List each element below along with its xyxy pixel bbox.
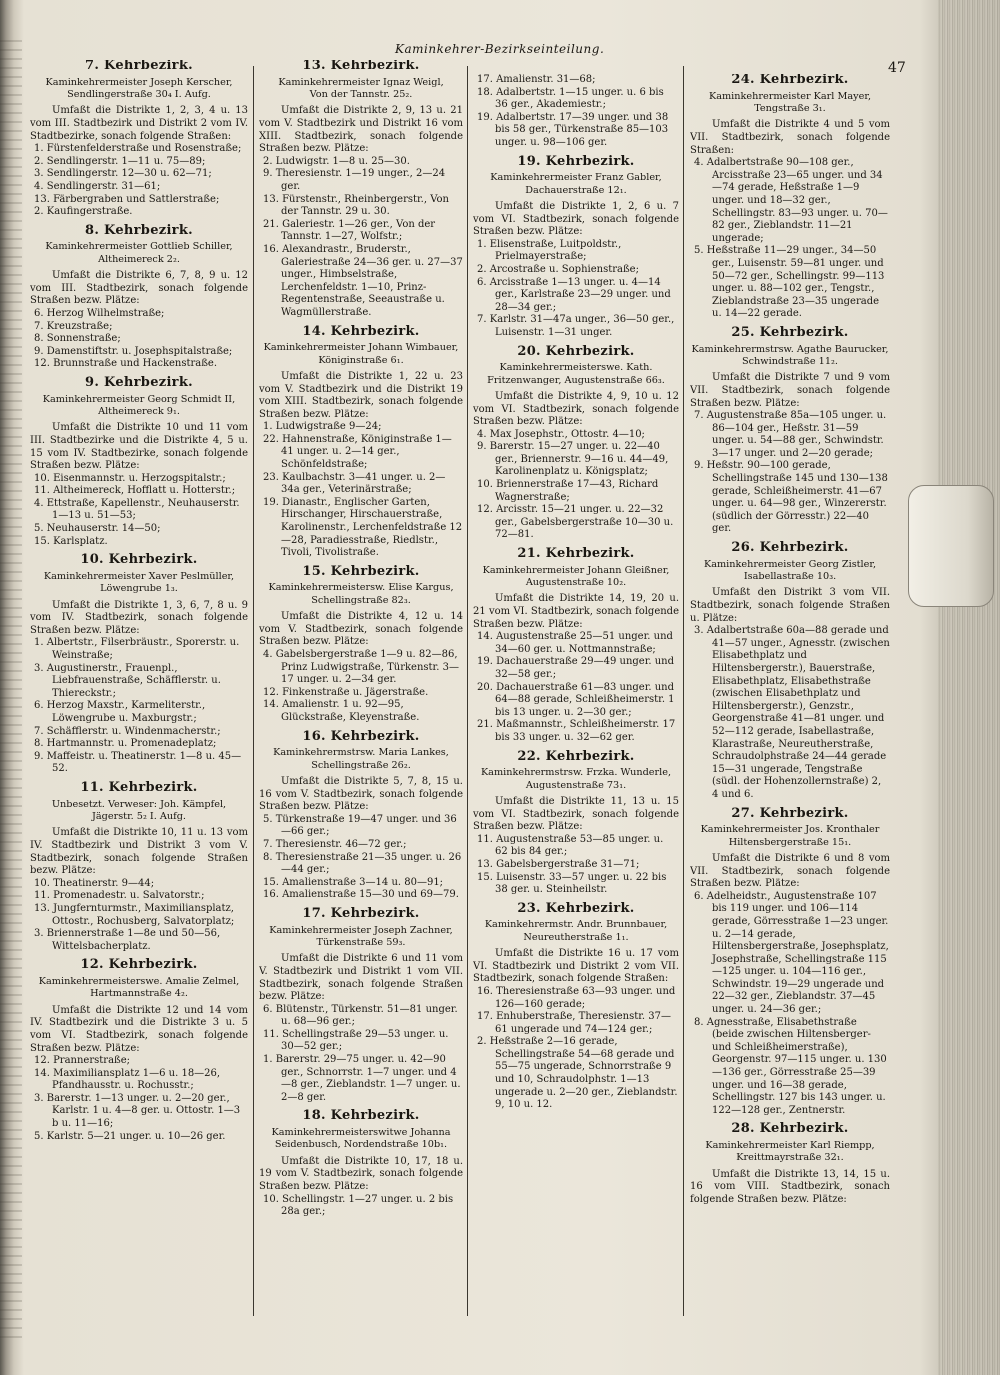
street-entry: 17. Amalienstr. 31—68; [477,74,596,85]
street-entry: 4. Sendlingerstr. 31—61; [34,180,161,192]
district-intro: Umfaßt die Distrikte 1, 22 u. 23 vom V. Stadtbezirk und die Distrikt 19 vom XIII. Stadtbezirk, sonach folgende Straßen bezw. Plätze: [259,370,463,420]
district-block [259,905,463,1105]
street-entry: 16. Amalienstraße 15—30 und 69—79. [263,889,459,901]
street-entry: 7. Kreuzstraße; [34,320,113,332]
master-address: Schellingstraße 82₃. [311,594,411,606]
master-address: Hiltensbergerstraße 15₁. [728,836,852,848]
district-heading: 14. Kehrbezirk. [302,323,420,339]
page-number: 47 [888,60,906,76]
street-entry: 13. Färbergraben und Sattlerstraße; [34,193,220,205]
master-address: Seidenbusch, Nordendstraße 10b₁. [274,1139,448,1151]
street-entry: 8. Agnesstraße, Elisabethstraße (beide zwischen Hiltensberger- und Schleißheimerstraße), Georgenstr. 97—115 unger. u. 130—136 ger., Görresstraße 25—39 unger. und 16—38 gerade, Schellingstr. 127 bis 143 unger. u. 122—128 ger., Zentnerstr. [694,1016,887,1116]
street-entry: 3. Barerstr. 1—13 unger. u. 2—20 ger., Karlstr. 1 u. 4—8 ger. u. Ottostr. 1—3 b u. 11—16; [34,1092,241,1130]
district-intro: Umfaßt die Distrikte 4 und 5 vom VII. Stadtbezirk, sonach folgende Straßen: [690,119,890,156]
master-line: Kaminkehrermeister Jos. Kronthaler [700,824,880,836]
street-entry: 13. Gabelsbergerstraße 31—71; [477,858,640,870]
street-entry: 3. Adalbertstraße 60a—88 gerade und 41—57 unger., Agnesstr. (zwischen Elisabethplatz und Hiltensbergerstr.), Bauerstraße, Elisabethplatz, Elisabethstraße (zwischen Elisabethplatz und Hiltensbergerstr.), Genzstr., Georgenstraße 41—81 unger. und 52—112 gerade, Isabellastraße, Klarastraße, Neureutherstraße, Schraudolphstraße 24—44 gerade 15—31 ungerade, Tengstraße (südl. der Hohenzollernstraße) 2, 4 und 6. [694,625,890,800]
master-address: Altheimereck 9₁. [98,405,180,417]
district-block [30,60,248,219]
district-master [30,241,248,266]
street-entry: 5. Türkenstraße 19—47 unger. und 36—66 ger.; [263,813,457,838]
street-entry: 22. Hahnenstraße, Königinstraße 1—41 unger. u. 2—14 ger., Schönfeldstraße; [263,433,452,471]
column-1 [30,60,248,1315]
district-intro: Umfaßt die Distrikte 4, 9, 10 u. 12 vom VI. Stadtbezirk, sonach folgende Straßen bezw. Plätze: [473,390,679,428]
master-address: Schellingstraße 26₂. [311,759,411,771]
master-line: Kaminkehrermeistersw. Elise Kargus, [268,582,454,594]
district-heading: 15. Kehrbezirk. [302,563,420,579]
street-entry: 12. Brunnstraße und Hackenstraße. [34,358,218,370]
master-line: Kaminkehrermeister Joseph Kerscher, [45,76,233,88]
district-block [690,1123,890,1206]
district-intro: Umfaßt die Distrikte 10 und 11 vom III. Stadtbezirke und die Distrikte 4, 5 u. 15 vom IV. Stadtbezirke, sonach folgende Straßen bezw. Plätze: [30,422,248,472]
master-line: Kaminkehrermeister Georg Zistler, [703,558,877,570]
district-block [690,805,890,1118]
street-entry: 1. Albertstr., Filserbräustr., Sporerstr. u. Weinstraße; [34,637,240,662]
district-master [690,559,890,584]
district-master [30,77,248,102]
district-block [473,548,679,745]
street-entry: 12. Arcisstr. 15—21 unger. u. 22—32 ger., Gabelsbergerstraße 10—30 u. 72—81. [477,504,674,541]
street-entry: 8. Theresienstraße 21—35 unger. u. 26—44 ger.; [263,851,462,876]
master-address: Hartmannstraße 4₂. [90,988,188,1000]
street-entry: 4. Adalbertstraße 90—108 ger., Arcisstraße 23—65 unger. und 34—74 gerade, Heßstraße 1—9 unger. und 18—32 ger., Schellingstr. 83—93 unger. u. 70—82 ger., Zieblandstr. 11—21 ungerade; [694,157,888,244]
street-entry: 11. Schellingstraße 29—53 unger. u. 30—52 ger.; [263,1028,449,1053]
district-master [30,394,248,419]
street-entry: 1. Barerstr. 29—75 unger. u. 42—90 ger., Schnorrstr. 1—7 unger. und 4—8 ger., Zieblandstr. 1—7 unger. u. 2—8 ger. [263,1054,461,1103]
column-rule [683,66,684,1316]
district-block [259,60,463,320]
district-intro: Umfaßt die Distrikte 11, 13 u. 15 vom VI. Stadtbezirk, sonach folgende Straßen bezw. Plätze: [473,795,679,833]
street-entry: 10. Theatinerstr. 9—44; [34,877,155,889]
district-master [473,767,679,792]
district-heading: 10. Kehrbezirk. [80,552,198,568]
master-line: Kaminkehrermeister Johann Wimbauer, [263,342,459,354]
district-intro: Umfaßt die Distrikte 2, 9, 13 u. 21 vom V. Stadtbezirk und Distrikt 16 vom XIII. Stadtbezirk, sonach folgende Straßen bezw. Plätze: [259,105,463,155]
master-line: Kaminkehrermeister Joseph Zachner, [269,924,453,936]
master-address: Schwindstraße 11₂. [742,355,838,367]
district-block [690,542,890,802]
page-stack-edge [938,0,1000,1375]
master-line: Kaminkehrermeister Karl Riempp, [705,1140,875,1151]
master-line: Unbesetzt. Verweser: Joh. Kämpfel, [51,798,227,810]
district-intro: Umfaßt die Distrikte 6 und 11 vom V. Stadtbezirk und Distrikt 1 vom VII. Stadtbezirk, sonach folgende Straßen bezw. Plätze: [259,953,463,1003]
street-entry: 4. Ettstraße, Kapellenstr., Neuhauserstr. 1—13 u. 51—53; [34,497,240,522]
district-heading: 21. Kehrbezirk. [517,546,635,562]
district-heading: 20. Kehrbezirk. [517,343,635,359]
district-master [259,925,463,950]
district-block [473,153,679,340]
street-entry: 21. Galeriestr. 1—26 ger., Von der Tannstr. 1—27, Wolfstr.; [263,218,436,243]
district-master [473,565,679,590]
street-entry: 2. Ludwigstr. 1—8 u. 25—30. [263,155,410,167]
district-master [259,747,463,772]
master-line: Kaminkehrermstrsw. Frzka. Wunderle, [480,767,672,779]
district-intro: Umfaßt die Distrikte 10, 11 u. 13 vom IV. Stadtbezirk und Distrikt 3 vom V. Stadtbezirk, sonach folgende Straßen bezw. Plätze: [30,827,248,877]
master-address: Sendlingerstraße 30₄ I. Aufg. [67,89,211,100]
master-address: Dachauerstraße 12₁. [525,184,627,196]
district-heading: 22. Kehrbezirk. [517,748,635,764]
district-intro: Umfaßt die Distrikte 4, 12 u. 14 vom V. Stadtbezirk, sonach folgende Straßen bezw. Plätze: [259,611,463,648]
street-entry: 7. Augustenstraße 85a—105 unger. u. 86—104 ger., Heßstr. 31—59 unger. u. 54—88 ger., Schwindstr. 3—17 unger. und 2—20 gerade; [694,410,887,459]
district-heading: 19. Kehrbezirk. [517,153,635,169]
district-master [473,919,679,944]
street-entry: 11. Promenadestr. u. Salvatorstr.; [34,890,205,902]
street-entry: 3. Briennerstraße 1—8e und 50—56, Wittelsbacherplatz. [34,928,221,952]
district-heading: 23. Kehrbezirk. [517,900,635,916]
master-line: Kaminkehrermeisterswe. Kath. Fritzenwanger, Augustenstraße 66₃. [487,362,665,386]
street-entry: 7. Theresienstr. 46—72 ger.; [263,838,407,850]
district-master [259,582,463,607]
district-block [30,222,248,371]
district-intro: Umfaßt die Distrikte 5, 7, 8, 15 u. 16 vom V. Stadtbezirk, sonach folgende Straßen bezw. Plätze: [259,775,463,813]
street-entry: 2. Heßstraße 2—16 gerade, Schellingstraße 54—68 gerade und 55—75 ungerade, Schnorrstraße 9 und 10, Schraudolphstr. 1—13 ungerade u. 2—20 ger., Zieblandstr. 9, 10 u. 12. [477,1036,678,1111]
street-entry: 12. Finkenstraße u. Jägerstraße. [263,686,429,698]
master-line: Kaminkehrermeister Gottlieb Schiller, [45,241,233,253]
street-entry: 9. Barerstr. 15—27 unger. u. 22—40 ger., Briennerstr. 9—16 u. 44—49, Karolinenplatz u. Königsplatz; [477,441,669,478]
street-entry: 6. Adelheidstr., Augustenstraße 107 bis 119 unger. und 106—114 gerade, Görresstraße 1—23 unger. u. 2—14 gerade, Hiltensbergerstraße, Josephsplatz, Josephstraße, Schellingstraße 115—125 unger. u. 104—116 ger., Schwindstr. 19—29 ungerade und 22—32 ger., Zieblandstr. 37—45 unger. u. 24—36 ger.; [694,890,889,1016]
street-entry: 1. Fürstenfelderstraße und Rosenstraße; [34,143,242,155]
header-title: Kaminkehrer-Bezirkseinteilung. [395,42,605,56]
district-intro: Umfaßt die Distrikte 1, 2, 3, 4 u. 13 vom III. Stadtbezirk und Distrikt 2 vom IV. Stadtbezirke, sonach folgende Straßen: [30,105,248,142]
street-entry: 16. Theresienstraße 63—93 unger. und 126—160 gerade; [477,985,676,1010]
master-address: Isabellastraße 10₃. [743,571,837,583]
street-entry: 10. Eisenmannstr. u. Herzogspitalstr.; [34,472,226,484]
street-entry: 3. Augustinerstr., Frauenpl., Liebfrauenstraße, Schäfflerstr. u. Thiereckstr.; [34,662,221,699]
street-entry: 1. Elisenstraße, Luitpoldstr., Prielmayerstraße; [477,238,622,263]
street-entry: 11. Augustenstraße 53—85 unger. u. 62 bis 84 ger.; [477,833,664,858]
street-entry: 23. Kaulbachstr. 3—41 unger. u. 2—34a ger., Veterinärstraße; [263,471,446,496]
master-line: Kaminkehrermstr. Andr. Brunnbauer, [484,919,668,931]
district-heading: 7. Kehrbezirk. [85,60,193,73]
district-intro: Umfaßt die Distrikte 1, 2, 6 u. 7 vom VI. Stadtbezirk, sonach folgende Straßen bezw. Plätze: [473,200,679,238]
master-address: Von der Tannstr. 25₂. [309,89,413,100]
column-rule [253,66,254,1316]
master-address: Tengstraße 3₁. [754,103,826,114]
district-master [259,77,463,102]
district-master [473,362,679,387]
district-master [30,799,248,824]
district-intro: Umfaßt den Distrikt 3 vom VII. Stadtbezirk, sonach folgende Straßen u. Plätze: [690,587,890,624]
street-entry: 5. Neuhauserstr. 14—50; [34,523,161,535]
district-heading: 17. Kehrbezirk. [302,905,420,921]
master-address: Königinstraße 6₁. [318,354,404,366]
thumb-index-tab [908,485,994,607]
street-entry: 6. Arcisstraße 1—13 unger. u. 4—14 ger., Karlstraße 23—29 unger. und 28—34 ger.; [477,276,671,313]
district-heading: 27. Kehrbezirk. [731,805,849,821]
district-block [30,959,248,1143]
district-master [30,976,248,1001]
street-entry: 11. Altheimereck, Hofflatt u. Hotterstr.; [34,485,236,497]
master-line: Kaminkehrermstrsw. Maria Lankes, [273,747,449,759]
street-entry: 10. Schellingstr. 1—27 unger. u. 2 bis 28a ger.; [263,1193,454,1218]
master-address: Altheimereck 2₂. [98,253,180,265]
master-address: Kreittmayrstraße 32₁. [736,1152,844,1164]
master-line: Kaminkehrermeister Franz Gabler, [490,172,662,184]
street-entry: 19. Dachauerstraße 29—49 unger. und 32—58 ger.; [477,656,675,680]
master-line: Kaminkehrermeister Johann Gleißner, [482,564,670,576]
district-master [690,1140,890,1165]
district-heading: 24. Kehrbezirk. [731,74,849,87]
street-entry: 15. Amalienstraße 3—14 u. 80—91; [263,876,444,888]
street-entry: 17. Enhuberstraße, Theresienstr. 37—61 ungerade und 74—124 ger.; [477,1011,671,1035]
master-line: Kaminkehrermeister Georg Schmidt II, [42,393,236,405]
street-entry: 9. Maffeistr. u. Theatinerstr. 1—8 u. 45—52. [34,750,242,775]
street-entry: 4. Max Josephstr., Ottostr. 4—10; [477,428,645,440]
district-master [30,571,248,596]
street-entry: 2. Kaufingerstraße. [34,206,133,218]
street-entry: 19. Adalbertstr. 17—39 unger. und 38 bis 58 ger., Türkenstraße 85—103 unger. u. 98—106 ger. [477,111,669,148]
district-master [473,172,679,197]
master-line: Kaminkehrermeisterswe. Amalie Zelmel, [38,975,240,987]
district-intro: Umfaßt die Distrikte 1, 3, 6, 7, 8 u. 9 vom IV. Stadtbezirk, sonach folgende Straßen bezw. Plätze: [30,599,248,636]
column-4 [690,74,890,1329]
street-entry: 2. Sendlingerstr. 1—11 u. 75—89; [34,155,206,167]
street-entry: 6. Herzog Maxstr., Karmeliterstr., Löwengrube u. Maxburgstr.; [34,700,206,724]
street-entry: 13. Jungfernturmstr., Maximiliansplatz, Ottostr., Rochusberg, Salvatorplatz; [34,902,235,927]
street-entry: 10. Briennerstraße 17—43, Richard Wagnerstraße; [477,479,659,503]
street-entry: 5. Karlstr. 5—21 unger. u. 10—26 ger. [34,1130,226,1142]
district-master [690,91,890,116]
street-entry: 14. Amalienstr. 1 u. 92—95, Glückstraße, Kleyenstraße. [263,699,420,723]
street-entry: 5. Heßstraße 11—29 unger., 34—50 ger., Luisenstr. 59—81 unger. und 50—72 ger., Schellingstr. 99—113 unger. u. 88—102 ger., Tengstr., Zieblandstraße 23—35 ungerade u. 14—22 gerade. [694,245,885,320]
master-line: Kaminkehrermeister Ignaz Weigl, [278,76,444,88]
district-block [30,779,248,953]
district-heading: 8. Kehrbezirk. [85,222,193,238]
column-2 [259,60,463,1315]
street-entry: 15. Karlsplatz. [34,535,108,547]
district-block [259,1110,463,1218]
master-line: Kaminkehrermeister Karl Mayer, [708,90,872,102]
district-intro: Umfaßt die Distrikte 14, 19, 20 u. 21 vom VI. Stadtbezirk, sonach folgende Straßen bezw. Plätze: [473,593,679,630]
master-line: Kaminkehrermeister Xaver Peslmüller, [43,570,235,582]
column-rule [467,66,468,1316]
district-master [259,342,463,367]
street-entry: 9. Theresienstr. 1—19 unger., 2—24 ger. [263,168,446,192]
master-address: Neureutherstraße 1₁. [523,931,629,943]
street-entry: 20. Dachauerstraße 61—83 unger. und 64—88 gerade, Schleißheimerstr. 1 bis 13 unger. u. 2—30 ger.; [477,681,675,718]
street-entry: 9. Damenstiftstr. u. Josephspitalstraße; [34,345,233,357]
district-heading: 13. Kehrbezirk. [302,60,420,73]
street-entry: 7. Schäfflerstr. u. Windenmacherstr.; [34,725,221,737]
district-block [690,324,890,536]
district-heading: 18. Kehrbezirk. [302,1108,420,1124]
street-entry: 6. Blütenstr., Türkenstr. 51—81 unger. u. 68—96 ger.; [263,1003,458,1028]
district-heading: 16. Kehrbezirk. [302,728,420,744]
district-block [473,748,679,897]
master-address: Augustenstraße 73₁. [525,779,627,791]
column-3 [473,74,679,1329]
district-block [30,554,248,776]
district-heading: 28. Kehrbezirk. [731,1121,849,1137]
street-entry: 18. Adalbertstr. 1—15 unger. u. 6 bis 36 ger., Akademiestr.; [477,86,664,111]
district-block [259,323,463,560]
street-entry: 8. Hartmannstr. u. Promenadeplatz; [34,738,217,750]
district-block [473,900,679,1112]
street-entry: 7. Karlstr. 31—47a unger., 36—50 ger., Luisenstr. 1—31 unger. [477,314,675,338]
district-intro: Umfaßt die Distrikte 13, 14, 15 u. 16 vom VIII. Stadtbezirk, sonach folgende Straßen bezw. Plätze: [690,1168,890,1205]
master-address: Türkenstraße 59₃. [316,936,406,948]
street-entry: 12. Prannerstraße; [34,1055,130,1067]
district-block [259,563,463,725]
district-master [259,1127,463,1152]
street-entry: 14. Augustenstraße 25—51 unger. und 34—60 ger. u. Nottmannstraße; [477,631,673,655]
street-entry: 1. Ludwigstraße 9—24; [263,421,382,433]
street-entry: 19. Dianastr., Englischer Garten, Hirschanger, Hirschauerstraße, Karolinenstr., Lerchenfeldstraße 12—28, Paradiesstraße, Riedlstr., Tivoli, Tivolistraße. [263,496,463,559]
district-intro: Umfaßt die Distrikte 6, 7, 8, 9 u. 12 vom III. Stadtbezirk, sonach folgende Straßen bezw. Plätze: [30,270,248,307]
district-intro: Umfaßt die Distrikte 7 und 9 vom VII. Stadtbezirk, sonach folgende Straßen bezw. Plätze: [690,372,890,409]
master-address: Löwengrube 1₃. [100,583,178,595]
district-block [690,74,890,321]
street-entry: 21. Maßmannstr., Schleißheimerstr. 17 bis 33 unger. u. 32—62 ger. [477,719,676,743]
district-heading: 25. Kehrbezirk. [731,324,849,340]
master-line: Kaminkehrermeisterswitwe Johanna [271,1127,451,1139]
district-block [259,728,463,902]
street-entry: 3. Sendlingerstr. 12—30 u. 62—71; [34,168,212,180]
master-address: Jägerstr. 5₂ I. Aufg. [91,810,187,822]
district-block [30,374,248,548]
street-entry: 6. Herzog Wilhelmstraße; [34,307,165,319]
street-entry: 16. Alexandrastr., Bruderstr., Galeriestraße 24—36 ger. u. 27—37 unger., Himbselstraße, Lerchenfeldstr. 1—10, Prinz-Regentenstraße, Seeaustraße u. Wagmüllerstraße. [263,243,463,318]
street-entry: 9. Heßstr. 90—100 gerade, Schellingstraße 145 und 130—138 gerade, Schleißheimerstr. 41—67 unger. u. 64—98 ger., Winzererstr. (südlich der Görresstr.) 22—40 ger. [694,460,888,535]
district-heading: 9. Kehrbezirk. [85,374,193,390]
street-entry: 4. Gabelsbergerstraße 1—9 u. 82—86, Prinz Ludwigstraße, Türkenstr. 3—17 unger. u. 2—34 ger. [263,649,459,686]
district-heading: 11. Kehrbezirk. [80,779,198,795]
district-heading: 12. Kehrbezirk. [80,957,198,973]
master-line: Kaminkehrermstrsw. Agathe Baurucker, [691,343,889,355]
district-master [690,824,890,849]
district-intro: Umfaßt die Distrikte 16 u. 17 vom VI. Stadtbezirk und Distrikt 2 vom VII. Stadtbezirk, sonach folgende Straßen: [473,948,679,985]
district-intro: Umfaßt die Distrikte 6 und 8 vom VII. Stadtbezirk, sonach folgende Straßen bezw. Plätze: [690,852,890,890]
district-intro: Umfaßt die Distrikte 12 und 14 vom IV. Stadtbezirk und die Distrikte 3 u. 5 vom VI. Stadtbezirk, sonach folgende Straßen bezw. Plätze: [30,1004,248,1054]
street-entry: 14. Maximiliansplatz 1—6 u. 18—26, Pfandhausstr. u. Rochusstr.; [34,1067,221,1092]
street-entry: 2. Arcostraße u. Sophienstraße; [477,263,639,275]
master-address: Augustenstraße 10₂. [525,577,627,589]
street-entry: 8. Sonnenstraße; [34,333,121,345]
district-intro: Umfaßt die Distrikte 10, 17, 18 u. 19 vom V. Stadtbezirk, sonach folgende Straßen bezw. Plätze: [259,1155,463,1193]
district-heading: 26. Kehrbezirk. [731,540,849,556]
continued-list [473,74,679,150]
facing-page-edge [0,40,22,1340]
street-entry: 15. Luisenstr. 33—57 unger. u. 22 bis 38 ger. u. Steinheilstr. [477,871,667,896]
street-entry: 13. Fürstenstr., Rheinbergerstr., Von der Tannstr. 29 u. 30. [263,193,449,218]
district-block [473,343,679,543]
district-master [690,344,890,369]
